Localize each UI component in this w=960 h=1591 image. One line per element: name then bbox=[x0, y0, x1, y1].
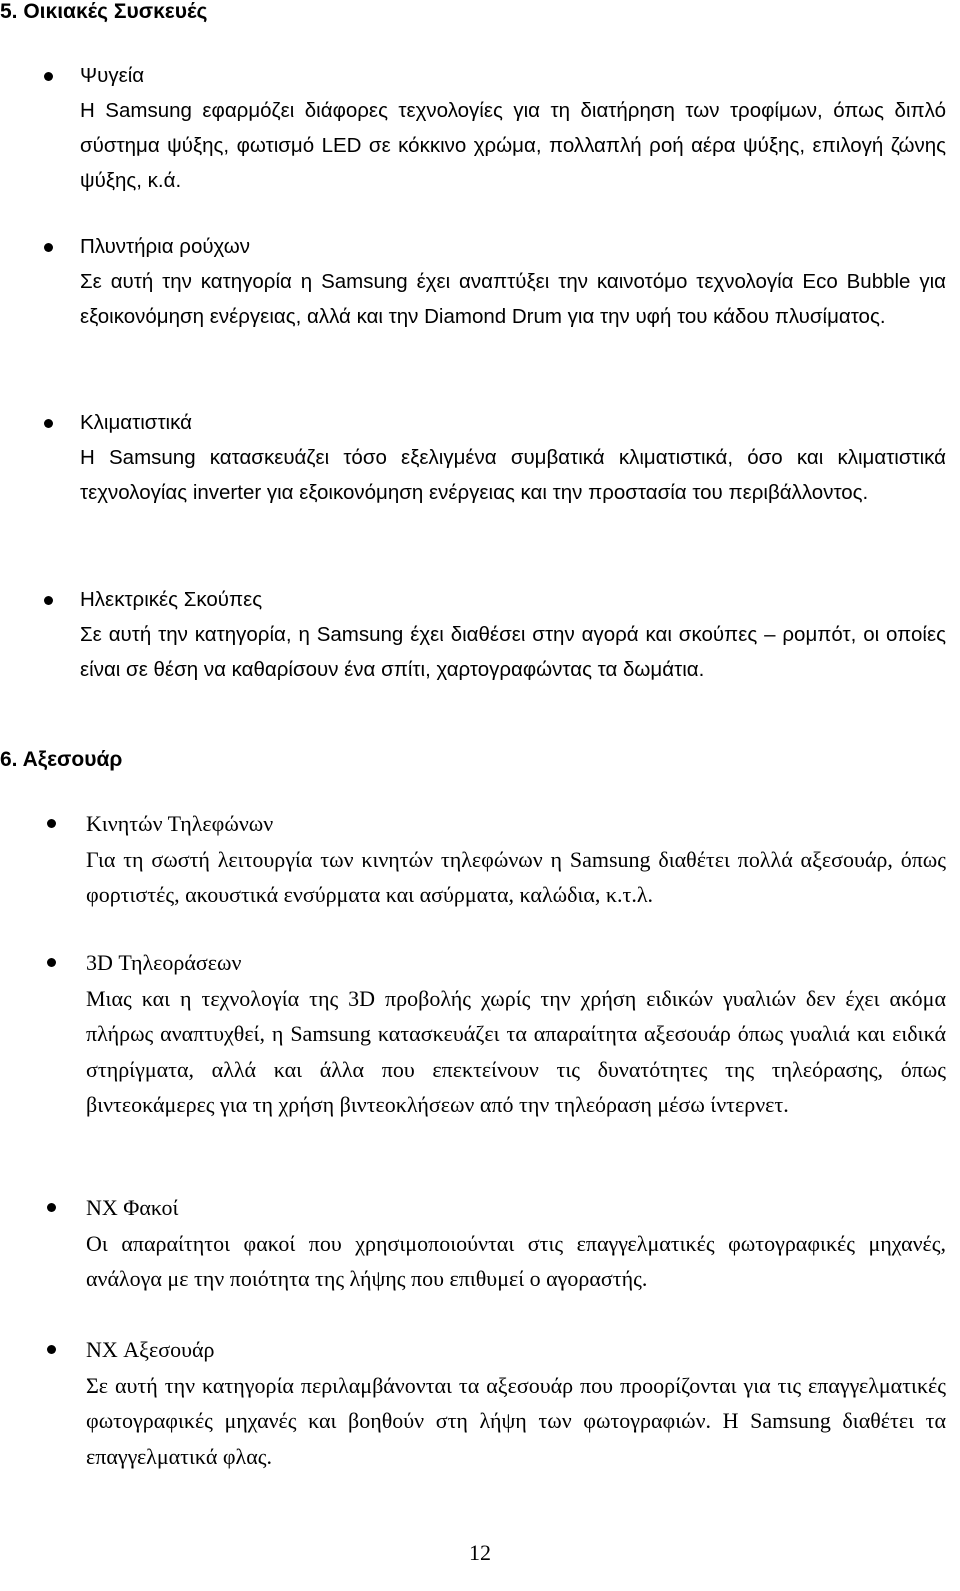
section-5-heading: 5. Οικιακές Συσκευές bbox=[0, 0, 208, 23]
list-item-fridges bbox=[80, 58, 946, 198]
item-description: Σε αυτή την κατηγορία περιλαμβάνονται τα αξεσουάρ που προορίζονται για τις επαγγελματικές φωτογραφικές μηχανές και βοηθούν στη λήψη των φωτογραφιών. Η Samsung διαθέτει τα επαγγελματικά φλας. bbox=[86, 1372, 946, 1469]
bullet-icon bbox=[44, 419, 53, 428]
bullet-icon bbox=[44, 596, 53, 605]
list-item-washing-machines bbox=[80, 229, 946, 334]
item-title: Κινητών Τηλεφώνων bbox=[86, 811, 274, 836]
item-title: NX Αξεσουάρ bbox=[86, 1337, 215, 1362]
section-6-heading: 6. Αξεσουάρ bbox=[0, 748, 123, 771]
list-item-vacuum-cleaners bbox=[80, 582, 946, 687]
item-title: Κλιματιστικά bbox=[80, 411, 192, 434]
page-number: 12 bbox=[469, 1540, 491, 1565]
list-item-air-conditioners bbox=[80, 405, 946, 510]
list-item-mobile-accessories bbox=[86, 806, 946, 913]
bullet-icon bbox=[44, 72, 53, 81]
item-description: Μιας και η τεχνολογία της 3D προβολής χωρίς την χρήση ειδικών γυαλιών δεν έχει ακόμα πλήρως αναπτυχθεί, η Samsung κατασκευάζει τα απαραίτητα αξεσουάρ όπως γυαλιά και ειδικά στηρίγματα, αλλά και άλλα που επεκτείνουν τις δυνατότητες της τηλεόρασης, όπως βιντεοκάμερες για τη χρήση βιντεοκλήσεων από την τηλεόραση μέσω ίντερνετ. bbox=[86, 985, 946, 1118]
item-title: Ηλεκτρικές Σκούπες bbox=[80, 588, 263, 611]
item-description: Για τη σωστή λειτουργία των κινητών τηλεφώνων η Samsung διαθέτει πολλά αξεσουάρ, όπως φορτιστές, ακουστικά ενσύρματα και ασύρματα, καλώδια, κ.τ.λ. bbox=[86, 846, 946, 908]
list-item-nx-accessories bbox=[86, 1332, 946, 1474]
list-item-nx-lenses bbox=[86, 1190, 946, 1297]
item-description: Σε αυτή την κατηγορία, η Samsung έχει διαθέσει στην αγορά και σκούπες – ρομπότ, οι οποίες είναι σε θέση να καθαρίσουν ένα σπίτι, χαρτογραφώντας τα δωμάτια. bbox=[80, 623, 946, 681]
bullet-icon bbox=[47, 958, 56, 967]
item-description: Η Samsung εφαρμόζει διάφορες τεχνολογίες για τη διατήρηση των τροφίμων, όπως διπλό σύστημα ψύξης, φωτισμό LED σε κόκκινο χρώμα, πολλαπλή ροή αέρα ψύξης, επιλογή ζώνης ψύξης, κ.ά. bbox=[80, 99, 946, 192]
list-item-3d-tv-accessories bbox=[86, 945, 946, 1123]
bullet-icon bbox=[47, 819, 56, 828]
item-title: NX Φακοί bbox=[86, 1195, 179, 1220]
item-description: Η Samsung κατασκευάζει τόσο εξελιγμένα συμβατικά κλιματιστικά, όσο και κλιματιστικά τεχνολογίας inverter για εξοικονόμηση ενέργειας και την προστασία του περιβάλλοντος. bbox=[80, 446, 946, 504]
bullet-icon bbox=[44, 243, 53, 252]
bullet-icon bbox=[47, 1345, 56, 1354]
item-description: Σε αυτή την κατηγορία η Samsung έχει αναπτύξει την καινοτόμο τεχνολογία Eco Bubble για εξοικονόμηση ενέργειας, αλλά και την Diamond Drum για την υφή του κάδου πλυσίματος. bbox=[80, 270, 946, 328]
item-title: Ψυγεία bbox=[80, 64, 145, 87]
item-title: Πλυντήρια ρούχων bbox=[80, 235, 251, 258]
item-title: 3D Τηλεοράσεων bbox=[86, 950, 242, 975]
item-description: Οι απαραίτητοι φακοί που χρησιμοποιούνται στις επαγγελματικές φωτογραφικές μηχανές, ανάλογα με την ποιότητα της λήψης που επιθυμεί ο αγοραστής. bbox=[86, 1230, 946, 1292]
bullet-icon bbox=[47, 1203, 56, 1212]
